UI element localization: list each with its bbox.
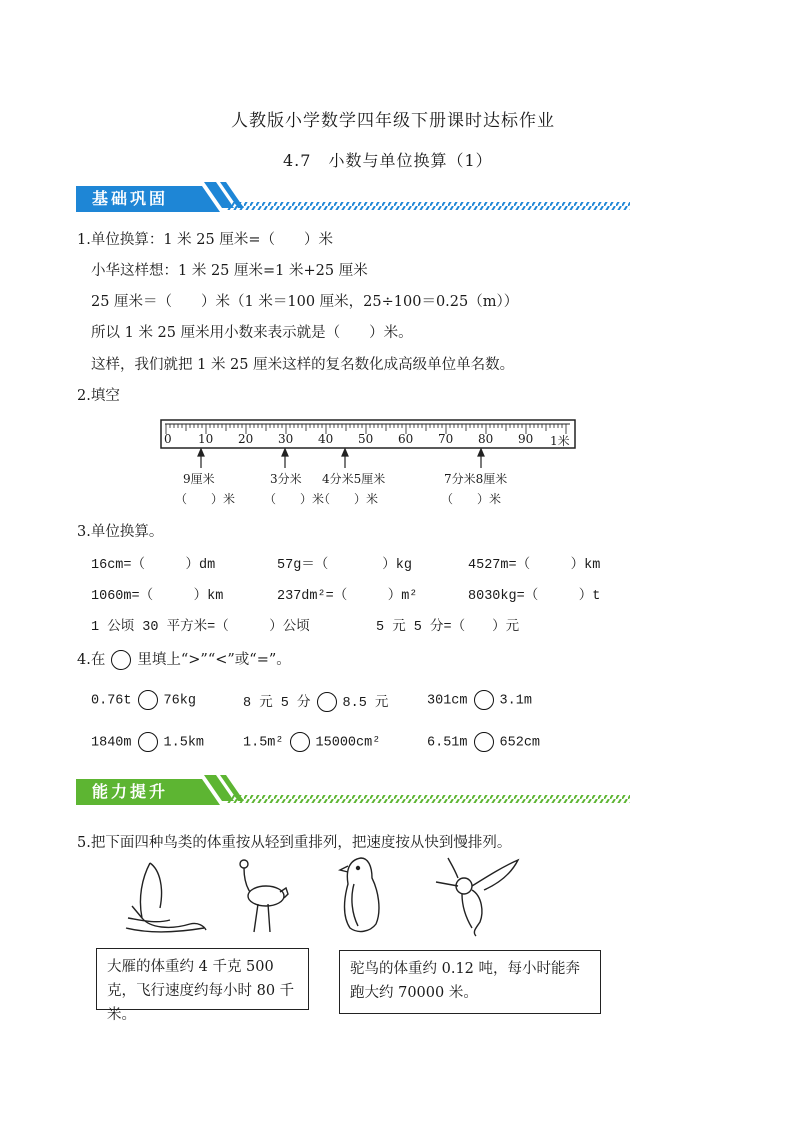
compare-circle-icon [111,650,131,670]
q4-left: 8 元 5 分 [243,696,311,711]
q4-right: 76kg [163,693,196,709]
q4-item [91,732,204,752]
q4-right: 1.5km [163,735,205,751]
compare-circle[interactable] [474,690,494,710]
q1-line5: 这样，我们就把 1 米 25 厘米这样的复名数化成高级单位单名数。 [91,357,515,373]
goose-illustration [120,858,210,938]
section-banner-advance [76,775,632,809]
q3-item: 1 公顷 30 平方米=（ ）公顷 [91,620,310,635]
ruler-tick-label: 30 [278,432,294,446]
q3-item: 1060m=（ ）km [91,589,224,604]
q4-item [243,690,388,712]
compare-circle[interactable] [138,690,158,710]
q4-title-end: 里填上“>”“<”或“=”。 [137,652,291,668]
q3-title: 3.单位换算。 [77,524,164,540]
q4-left: 301cm [427,693,468,709]
q4-item [427,690,532,710]
q3-item: 4527m=（ ）km [468,558,601,573]
q3-item: 16cm=（ ）dm [91,558,216,573]
q4-item [427,732,540,752]
ruler-tick-label: 70 [438,432,454,446]
q4-left: 0.76t [91,693,132,709]
q4-right: 3.1m [499,693,532,709]
compare-circle[interactable] [317,692,337,712]
ruler-tick-label: 80 [478,432,494,446]
ruler-blank: （ ）米 [318,492,379,506]
ruler-tick-labels [164,432,580,446]
ruler-tick-label: 50 [358,432,374,446]
q3-item: 8030kg=（ ）t [468,589,601,604]
q4-right: 15000cm² [315,735,381,751]
q1-line3: 25 厘米＝（ ）米（1 米＝100 厘米，25÷100＝0.25（m）） [91,294,519,310]
q5-title: 5.把下面四种鸟类的体重按从轻到重排列，把速度按从快到慢排列。 [77,835,512,851]
section-banner-basic [76,182,632,216]
q4-title [77,648,291,670]
ruler-tick-label: 40 [318,432,334,446]
q3-item: 237dm²=（ ）m² [277,589,418,604]
ruler-tick-label: 20 [238,432,254,446]
ruler-tick-label: 10 [198,432,214,446]
compare-circle[interactable] [474,732,494,752]
q4-item [243,732,380,752]
q1-line2: 小华这样想：1 米 25 厘米=1 米+25 厘米 [91,263,368,279]
q2-title: 2.填空 [77,388,120,404]
page-subtitle: 4.7 小数与单位换算（1） [283,151,493,170]
ruler-label: 3分米 [270,472,302,486]
q4-left: 1840m [91,735,132,751]
ruler-label: 9厘米 [183,472,215,486]
q4-right: 652cm [499,735,541,751]
ruler-tick-label: 1米 [550,434,570,448]
ostrich-info-box: 驼鸟的体重约 0.12 吨，每小时能奔跑大约 70000 米。 [339,950,601,1014]
penguin-illustration [336,854,386,936]
goose-info-box: 大雁的体重约 4 千克 500 克，飞行速度约每小时 80 千米。 [96,948,309,1010]
page-title: 人教版小学数学四年级下册课时达标作业 [231,111,555,131]
ruler-blank: （ ）米 [264,492,325,506]
ruler-label: 7分米8厘米 [444,472,508,486]
compare-circle[interactable] [290,732,310,752]
q4-title-start: 4.在 [77,652,106,668]
ruler-arrows [160,448,580,470]
ruler-label: 4分米5厘米 [322,472,386,486]
ruler-blank: （ ）米 [175,492,236,506]
q4-left: 6.51m [427,735,468,751]
compare-circle[interactable] [138,732,158,752]
q1-line4: 所以 1 米 25 厘米用小数来表示就是（ ）米。 [91,325,413,341]
ruler-blank: （ ）米 [441,492,502,506]
q3-item: 57g＝（ ）kg [277,558,413,573]
q3-item: 5 元 5 分=（ ）元 [376,620,520,635]
section-title-basic: 基础巩固 [92,189,169,208]
ruler-tick-label: 60 [398,432,414,446]
ruler-tick-label: 90 [518,432,534,446]
q4-left: 1.5m² [243,735,284,751]
q1-line1: 1.单位换算：1 米 25 厘米=（ ）米 [77,232,333,248]
ruler-tick-label: 0 [164,432,172,446]
ostrich-illustration [232,856,294,936]
hummingbird-illustration [432,856,522,938]
q4-right: 8.5 元 [342,696,389,711]
q4-item [91,690,196,710]
section-title-advance: 能力提升 [92,782,169,801]
